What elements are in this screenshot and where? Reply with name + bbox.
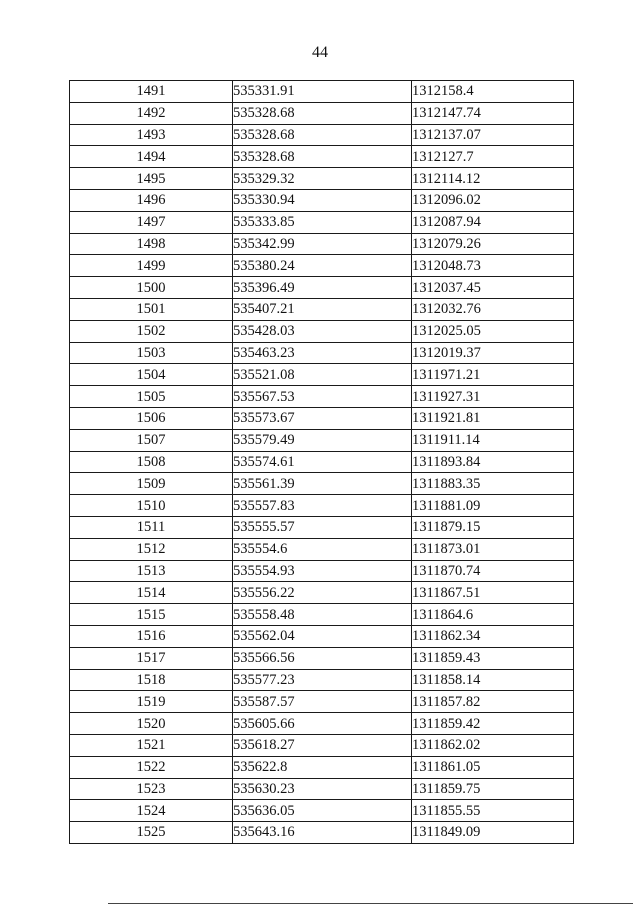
- table-row: [70, 473, 574, 495]
- x-coordinate-cell: 535587.57: [233, 691, 412, 713]
- x-coordinate-cell: 535567.53: [233, 386, 412, 408]
- table-row: [70, 342, 574, 364]
- y-coordinate-cell: 1312037.45: [412, 277, 574, 299]
- table-row: [70, 386, 574, 408]
- y-coordinate-cell: 1311855.55: [412, 800, 574, 822]
- point-number-cell: 1500: [70, 277, 233, 299]
- table-row: [70, 298, 574, 320]
- x-coordinate-cell: 535579.49: [233, 429, 412, 451]
- table-row: [70, 168, 574, 190]
- table-row: [70, 516, 574, 538]
- table-row: [70, 713, 574, 735]
- x-coordinate-cell: 535331.91: [233, 81, 412, 103]
- y-coordinate-cell: 1311927.31: [412, 386, 574, 408]
- point-number-cell: 1513: [70, 560, 233, 582]
- point-number-cell: 1508: [70, 451, 233, 473]
- table-row: [70, 625, 574, 647]
- y-coordinate-cell: 1311893.84: [412, 451, 574, 473]
- y-coordinate-cell: 1311911.14: [412, 429, 574, 451]
- point-number-cell: 1522: [70, 756, 233, 778]
- point-number-cell: 1520: [70, 713, 233, 735]
- table-row: [70, 669, 574, 691]
- point-number-cell: 1524: [70, 800, 233, 822]
- table-row: [70, 560, 574, 582]
- bottom-rule: [108, 903, 633, 904]
- point-number-cell: 1517: [70, 647, 233, 669]
- y-coordinate-cell: 1311858.14: [412, 669, 574, 691]
- table-row: [70, 822, 574, 844]
- y-coordinate-cell: 1312137.07: [412, 124, 574, 146]
- y-coordinate-cell: 1312158.4: [412, 81, 574, 103]
- table-row: [70, 756, 574, 778]
- y-coordinate-cell: 1311870.74: [412, 560, 574, 582]
- table-row: [70, 429, 574, 451]
- x-coordinate-cell: 535330.94: [233, 189, 412, 211]
- point-number-cell: 1492: [70, 102, 233, 124]
- x-coordinate-cell: 535328.68: [233, 146, 412, 168]
- point-number-cell: 1497: [70, 211, 233, 233]
- x-coordinate-cell: 535557.83: [233, 495, 412, 517]
- y-coordinate-cell: 1311873.01: [412, 538, 574, 560]
- point-number-cell: 1514: [70, 582, 233, 604]
- x-coordinate-cell: 535636.05: [233, 800, 412, 822]
- point-number-cell: 1495: [70, 168, 233, 190]
- x-coordinate-cell: 535643.16: [233, 822, 412, 844]
- point-number-cell: 1503: [70, 342, 233, 364]
- point-number-cell: 1523: [70, 778, 233, 800]
- y-coordinate-cell: 1311862.02: [412, 734, 574, 756]
- coordinates-table-body: [70, 81, 574, 844]
- x-coordinate-cell: 535463.23: [233, 342, 412, 364]
- y-coordinate-cell: 1311921.81: [412, 407, 574, 429]
- point-number-cell: 1493: [70, 124, 233, 146]
- point-number-cell: 1502: [70, 320, 233, 342]
- x-coordinate-cell: 535407.21: [233, 298, 412, 320]
- x-coordinate-cell: 535328.68: [233, 124, 412, 146]
- table-row: [70, 277, 574, 299]
- table-row: [70, 211, 574, 233]
- x-coordinate-cell: 535577.23: [233, 669, 412, 691]
- y-coordinate-cell: 1311862.34: [412, 625, 574, 647]
- table-row: [70, 81, 574, 103]
- x-coordinate-cell: 535380.24: [233, 255, 412, 277]
- table-row: [70, 778, 574, 800]
- y-coordinate-cell: 1312096.02: [412, 189, 574, 211]
- y-coordinate-cell: 1311859.43: [412, 647, 574, 669]
- table-row: [70, 146, 574, 168]
- table-row: [70, 647, 574, 669]
- y-coordinate-cell: 1311859.75: [412, 778, 574, 800]
- x-coordinate-cell: 535622.8: [233, 756, 412, 778]
- x-coordinate-cell: 535554.93: [233, 560, 412, 582]
- y-coordinate-cell: 1311859.42: [412, 713, 574, 735]
- point-number-cell: 1491: [70, 81, 233, 103]
- y-coordinate-cell: 1311879.15: [412, 516, 574, 538]
- table-row: [70, 407, 574, 429]
- y-coordinate-cell: 1312025.05: [412, 320, 574, 342]
- table-row: [70, 320, 574, 342]
- y-coordinate-cell: 1311971.21: [412, 364, 574, 386]
- table-row: [70, 800, 574, 822]
- point-number-cell: 1496: [70, 189, 233, 211]
- point-number-cell: 1509: [70, 473, 233, 495]
- x-coordinate-cell: 535554.6: [233, 538, 412, 560]
- point-number-cell: 1516: [70, 625, 233, 647]
- y-coordinate-cell: 1311861.05: [412, 756, 574, 778]
- table-row: [70, 189, 574, 211]
- table-row: [70, 364, 574, 386]
- x-coordinate-cell: 535573.67: [233, 407, 412, 429]
- point-number-cell: 1519: [70, 691, 233, 713]
- y-coordinate-cell: 1312087.94: [412, 211, 574, 233]
- coordinates-table: [69, 80, 574, 844]
- point-number-cell: 1518: [70, 669, 233, 691]
- y-coordinate-cell: 1312032.76: [412, 298, 574, 320]
- point-number-cell: 1512: [70, 538, 233, 560]
- point-number-cell: 1504: [70, 364, 233, 386]
- y-coordinate-cell: 1312127.7: [412, 146, 574, 168]
- point-number-cell: 1525: [70, 822, 233, 844]
- x-coordinate-cell: 535605.66: [233, 713, 412, 735]
- y-coordinate-cell: 1311883.35: [412, 473, 574, 495]
- x-coordinate-cell: 535558.48: [233, 604, 412, 626]
- table-row: [70, 734, 574, 756]
- x-coordinate-cell: 535555.57: [233, 516, 412, 538]
- x-coordinate-cell: 535574.61: [233, 451, 412, 473]
- y-coordinate-cell: 1311849.09: [412, 822, 574, 844]
- point-number-cell: 1505: [70, 386, 233, 408]
- y-coordinate-cell: 1312079.26: [412, 233, 574, 255]
- x-coordinate-cell: 535556.22: [233, 582, 412, 604]
- y-coordinate-cell: 1311857.82: [412, 691, 574, 713]
- table-row: [70, 124, 574, 146]
- table-row: [70, 495, 574, 517]
- x-coordinate-cell: 535333.85: [233, 211, 412, 233]
- point-number-cell: 1494: [70, 146, 233, 168]
- y-coordinate-cell: 1311867.51: [412, 582, 574, 604]
- page-number: 44: [312, 44, 328, 61]
- x-coordinate-cell: 535521.08: [233, 364, 412, 386]
- point-number-cell: 1521: [70, 734, 233, 756]
- point-number-cell: 1511: [70, 516, 233, 538]
- point-number-cell: 1499: [70, 255, 233, 277]
- x-coordinate-cell: 535630.23: [233, 778, 412, 800]
- y-coordinate-cell: 1312147.74: [412, 102, 574, 124]
- table-row: [70, 451, 574, 473]
- x-coordinate-cell: 535328.68: [233, 102, 412, 124]
- y-coordinate-cell: 1311864.6: [412, 604, 574, 626]
- x-coordinate-cell: 535428.03: [233, 320, 412, 342]
- point-number-cell: 1515: [70, 604, 233, 626]
- y-coordinate-cell: 1312048.73: [412, 255, 574, 277]
- y-coordinate-cell: 1311881.09: [412, 495, 574, 517]
- y-coordinate-cell: 1312114.12: [412, 168, 574, 190]
- x-coordinate-cell: 535561.39: [233, 473, 412, 495]
- point-number-cell: 1506: [70, 407, 233, 429]
- point-number-cell: 1498: [70, 233, 233, 255]
- x-coordinate-cell: 535329.32: [233, 168, 412, 190]
- x-coordinate-cell: 535342.99: [233, 233, 412, 255]
- table-row: [70, 691, 574, 713]
- table-row: [70, 582, 574, 604]
- x-coordinate-cell: 535396.49: [233, 277, 412, 299]
- table-row: [70, 255, 574, 277]
- table-row: [70, 233, 574, 255]
- point-number-cell: 1507: [70, 429, 233, 451]
- x-coordinate-cell: 535566.56: [233, 647, 412, 669]
- x-coordinate-cell: 535562.04: [233, 625, 412, 647]
- table-row: [70, 538, 574, 560]
- point-number-cell: 1501: [70, 298, 233, 320]
- point-number-cell: 1510: [70, 495, 233, 517]
- table-row: [70, 102, 574, 124]
- y-coordinate-cell: 1312019.37: [412, 342, 574, 364]
- table-row: [70, 604, 574, 626]
- x-coordinate-cell: 535618.27: [233, 734, 412, 756]
